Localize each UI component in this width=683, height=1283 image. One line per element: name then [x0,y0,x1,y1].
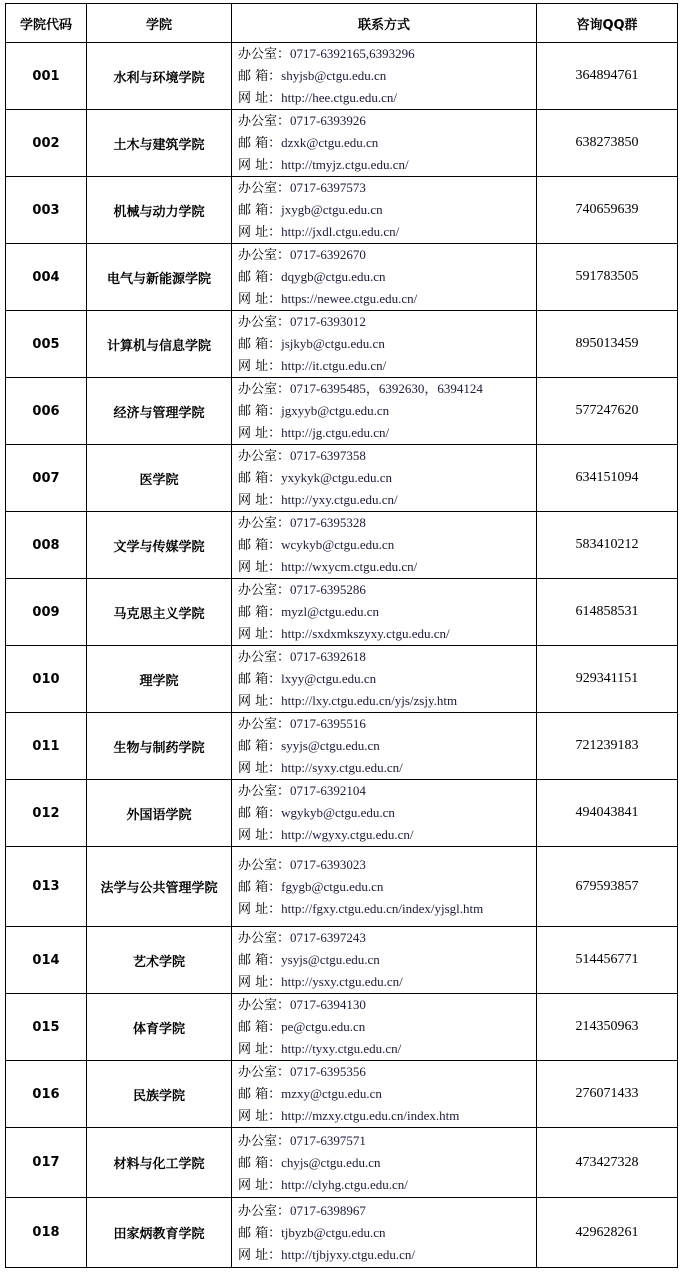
office-value: 0717-6397358 [290,448,366,463]
college-code: 001 [6,43,87,110]
web-value[interactable]: http://clyhg.ctgu.edu.cn/ [281,1176,408,1192]
college-code: 008 [6,512,87,579]
contact-info [232,244,537,311]
office-value: 0717-6395356 [290,1064,366,1079]
website-line [238,1174,536,1196]
table-row [6,1198,678,1268]
web-label: 网 址： [238,627,282,642]
contact-info [232,311,537,378]
office-line [238,646,536,668]
website-line [238,898,536,920]
email-label: 邮 箱： [238,538,282,553]
contact-info [232,994,537,1061]
web-value[interactable]: http://hee.ctgu.edu.cn/ [281,90,398,105]
email-line [238,735,536,757]
office-value: 0717-6393023 [290,856,366,872]
college-name: 生物与制药学院 [87,713,232,780]
email-label: 邮 箱： [238,203,282,218]
website-line [238,489,536,511]
web-value[interactable]: http://yxy.ctgu.edu.cn/ [281,492,398,507]
qq-group-number: 929341151 [537,646,678,713]
office-label: 办公室： [238,1065,291,1080]
website-line [238,556,536,578]
website-line [238,690,536,712]
table-row [6,110,678,177]
email-value[interactable]: myzl@ctgu.edu.cn [281,604,380,619]
email-line [238,1083,536,1105]
web-value[interactable]: https://newee.ctgu.edu.cn/ [281,291,418,306]
office-value: 0717-6393926 [290,113,366,128]
office-value: 0717-6395485，6392630，6394124 [290,381,483,396]
web-value[interactable]: http://mzxy.ctgu.edu.cn/index.htm [281,1108,460,1123]
header-code: 学院代码 [6,4,87,43]
college-code: 002 [6,110,87,177]
website-line [238,1244,536,1266]
web-label: 网 址： [238,158,282,173]
college-code: 015 [6,994,87,1061]
web-value[interactable]: http://syxy.ctgu.edu.cn/ [281,760,403,775]
email-label: 邮 箱： [238,739,282,754]
contact-info [232,512,537,579]
office-label: 办公室： [238,47,291,62]
college-name: 土木与建筑学院 [87,110,232,177]
office-label: 办公室： [238,315,291,330]
table-row [6,1061,678,1128]
email-line [238,333,536,355]
office-label: 办公室： [238,998,291,1013]
qq-group-number: 364894761 [537,43,678,110]
web-value[interactable]: http://fgxy.ctgu.edu.cn/index/yjsgl.htm [281,900,484,916]
college-code: 014 [6,927,87,994]
website-line [238,288,536,310]
table-body [6,43,678,1268]
email-line [238,65,536,87]
office-label: 办公室： [238,114,291,129]
email-label: 邮 箱： [238,1020,282,1035]
college-name: 材料与化工学院 [87,1128,232,1198]
email-value[interactable]: jxygb@ctgu.edu.cn [281,202,383,217]
office-line [238,927,536,949]
web-value[interactable]: http://wgyxy.ctgu.edu.cn/ [281,827,414,842]
office-line [238,1130,536,1152]
qq-group-number: 514456771 [537,927,678,994]
table-row [6,994,678,1061]
college-code: 004 [6,244,87,311]
contact-info [232,43,537,110]
table-row [6,43,678,110]
office-line [238,854,536,876]
email-value[interactable]: jgxyyb@ctgu.edu.cn [281,403,390,418]
contact-info [232,378,537,445]
contact-info [232,177,537,244]
college-code: 007 [6,445,87,512]
web-label: 网 址： [238,91,282,106]
email-label: 邮 箱： [238,953,282,968]
web-label: 网 址： [238,560,282,575]
college-code: 013 [6,847,87,927]
web-label: 网 址： [238,225,282,240]
college-code: 006 [6,378,87,445]
college-code: 005 [6,311,87,378]
office-value: 0717-6392165,6393296 [290,46,415,61]
email-label: 邮 箱： [238,879,282,895]
office-line [238,445,536,467]
email-label: 邮 箱： [238,806,282,821]
office-value: 0717-6395286 [290,582,366,597]
office-value: 0717-6393012 [290,314,366,329]
web-value[interactable]: http://lxy.ctgu.edu.cn/yjs/zsjy.htm [281,693,458,708]
header-qq: 咨询QQ群 [537,4,678,43]
office-line [238,579,536,601]
web-label: 网 址： [238,828,282,843]
college-name: 理学院 [87,646,232,713]
table-row [6,927,678,994]
office-label: 办公室： [238,1203,291,1219]
web-value[interactable]: http://ysxy.ctgu.edu.cn/ [281,974,403,989]
college-name: 体育学院 [87,994,232,1061]
web-value[interactable]: http://tjbjyxy.ctgu.edu.cn/ [281,1246,415,1262]
email-line [238,876,536,898]
email-value[interactable]: ysyjs@ctgu.edu.cn [281,952,380,967]
college-code: 010 [6,646,87,713]
college-name: 机械与动力学院 [87,177,232,244]
office-line [238,512,536,534]
office-label: 办公室： [238,449,291,464]
office-value: 0717-6397243 [290,930,366,945]
email-line [238,1016,536,1038]
web-label: 网 址： [238,761,282,776]
college-name: 文学与传媒学院 [87,512,232,579]
office-label: 办公室： [238,181,291,196]
table-row [6,378,678,445]
email-label: 邮 箱： [238,672,282,687]
table-row [6,1128,678,1198]
web-value[interactable]: http://tyxy.ctgu.edu.cn/ [281,1041,402,1056]
college-name: 田家炳教育学院 [87,1198,232,1268]
qq-group-number: 583410212 [537,512,678,579]
office-value: 0717-6398967 [290,1202,366,1218]
website-line [238,422,536,444]
email-line [238,1152,536,1174]
email-value[interactable]: tjbyzb@ctgu.edu.cn [281,1224,386,1240]
email-value[interactable]: wgykyb@ctgu.edu.cn [281,805,395,820]
website-line [238,355,536,377]
contact-info [232,1061,537,1128]
web-label: 网 址： [238,1042,282,1057]
email-value[interactable]: syyjs@ctgu.edu.cn [281,738,380,753]
contact-info [232,713,537,780]
college-code: 017 [6,1128,87,1198]
office-line [238,177,536,199]
college-name: 民族学院 [87,1061,232,1128]
email-value[interactable]: dqygb@ctgu.edu.cn [281,269,386,284]
email-value[interactable]: shyjsb@ctgu.edu.cn [281,68,387,83]
table-row [6,780,678,847]
web-value[interactable]: http://jxdl.ctgu.edu.cn/ [281,224,400,239]
email-label: 邮 箱： [238,69,282,84]
email-line [238,668,536,690]
email-label: 邮 箱： [238,337,282,352]
email-line [238,132,536,154]
email-line [238,949,536,971]
website-line [238,623,536,645]
table-row [6,244,678,311]
table-row [6,713,678,780]
web-label: 网 址： [238,975,282,990]
qq-group-number: 494043841 [537,780,678,847]
college-name: 计算机与信息学院 [87,311,232,378]
qq-group-number: 895013459 [537,311,678,378]
office-value: 0717-6397571 [290,1132,366,1148]
office-line [238,713,536,735]
office-label: 办公室： [238,717,291,732]
qq-group-number: 679593857 [537,847,678,927]
email-label: 邮 箱： [238,605,282,620]
college-code: 009 [6,579,87,646]
web-label: 网 址： [238,1247,282,1263]
college-code: 018 [6,1198,87,1268]
table-row [6,177,678,244]
office-line [238,43,536,65]
college-name: 医学院 [87,445,232,512]
web-value[interactable]: http://sxdxmkszyxy.ctgu.edu.cn/ [281,626,450,641]
office-label: 办公室： [238,650,291,665]
college-name: 马克思主义学院 [87,579,232,646]
college-name: 法学与公共管理学院 [87,847,232,927]
qq-group-number: 276071433 [537,1061,678,1128]
website-line [238,221,536,243]
website-line [238,154,536,176]
contact-info [232,780,537,847]
web-value[interactable]: http://tmyjz.ctgu.edu.cn/ [281,157,409,172]
website-line [238,1105,536,1127]
college-code: 016 [6,1061,87,1128]
email-line [238,400,536,422]
email-value[interactable]: jsjkyb@ctgu.edu.cn [281,336,385,351]
email-label: 邮 箱： [238,471,282,486]
qq-group-number: 614858531 [537,579,678,646]
qq-group-number: 740659639 [537,177,678,244]
website-line [238,87,536,109]
qq-group-number: 721239183 [537,713,678,780]
qq-group-number: 214350963 [537,994,678,1061]
qq-group-number: 577247620 [537,378,678,445]
web-label: 网 址： [238,292,282,307]
web-value[interactable]: http://jg.ctgu.edu.cn/ [281,425,390,440]
college-code: 011 [6,713,87,780]
web-label: 网 址： [238,426,282,441]
email-value[interactable]: fgygb@ctgu.edu.cn [281,878,384,894]
website-line [238,757,536,779]
email-line [238,199,536,221]
office-line [238,994,536,1016]
website-line [238,971,536,993]
email-line [238,802,536,824]
web-value[interactable]: http://wxycm.ctgu.edu.cn/ [281,559,418,574]
email-line [238,467,536,489]
qq-group-number: 429628261 [537,1198,678,1268]
table-row [6,847,678,927]
web-label: 网 址： [238,901,282,917]
college-name: 艺术学院 [87,927,232,994]
office-value: 0717-6397573 [290,180,366,195]
office-line [238,110,536,132]
office-line [238,244,536,266]
office-value: 0717-6392618 [290,649,366,664]
office-value: 0717-6392670 [290,247,366,262]
table-row [6,579,678,646]
office-value: 0717-6395516 [290,716,366,731]
email-value[interactable]: pe@ctgu.edu.cn [281,1019,366,1034]
qq-group-number: 638273850 [537,110,678,177]
email-label: 邮 箱： [238,1087,282,1102]
web-label: 网 址： [238,359,282,374]
email-label: 邮 箱： [238,1225,282,1241]
email-value[interactable]: lxyy@ctgu.edu.cn [281,671,377,686]
contact-info [232,646,537,713]
office-value: 0717-6392104 [290,783,366,798]
website-line [238,1038,536,1060]
header-contact: 联系方式 [232,4,537,43]
table-row [6,445,678,512]
table-row [6,646,678,713]
office-value: 0717-6394130 [290,997,366,1012]
office-line [238,311,536,333]
office-label: 办公室： [238,1133,291,1149]
email-label: 邮 箱： [238,1155,282,1171]
qq-group-number: 473427328 [537,1128,678,1198]
email-label: 邮 箱： [238,136,282,151]
email-value[interactable]: chyjs@ctgu.edu.cn [281,1154,381,1170]
email-line [238,1222,536,1244]
contact-info [232,579,537,646]
office-label: 办公室： [238,583,291,598]
email-line [238,601,536,623]
office-line [238,1200,536,1222]
web-label: 网 址： [238,694,282,709]
contact-info [232,1198,537,1268]
college-code: 012 [6,780,87,847]
email-label: 邮 箱： [238,404,282,419]
college-code: 003 [6,177,87,244]
office-line [238,1061,536,1083]
college-name: 水利与环境学院 [87,43,232,110]
contact-info [232,110,537,177]
office-label: 办公室： [238,516,291,531]
table-row [6,311,678,378]
college-name: 外国语学院 [87,780,232,847]
web-label: 网 址： [238,1109,282,1124]
email-label: 邮 箱： [238,270,282,285]
college-name: 经济与管理学院 [87,378,232,445]
email-line [238,266,536,288]
email-value[interactable]: dzxk@ctgu.edu.cn [281,135,379,150]
contact-info [232,1128,537,1198]
web-value[interactable]: http://it.ctgu.edu.cn/ [281,358,387,373]
email-value[interactable]: mzxy@ctgu.edu.cn [281,1086,382,1101]
web-label: 网 址： [238,1177,282,1193]
email-line [238,534,536,556]
qq-group-number: 591783505 [537,244,678,311]
office-label: 办公室： [238,931,291,946]
header-college: 学院 [87,4,232,43]
office-label: 办公室： [238,248,291,263]
office-line [238,378,536,400]
email-value[interactable]: yxykyk@ctgu.edu.cn [281,470,393,485]
contact-info [232,847,537,927]
contact-info [232,445,537,512]
college-contact-table [5,3,678,1268]
table-row [6,512,678,579]
office-value: 0717-6395328 [290,515,366,530]
office-label: 办公室： [238,857,291,873]
qq-group-number: 634151094 [537,445,678,512]
contact-info [232,927,537,994]
header-row [6,4,678,43]
office-label: 办公室： [238,784,291,799]
email-value[interactable]: wcykyb@ctgu.edu.cn [281,537,395,552]
office-line [238,780,536,802]
website-line [238,824,536,846]
web-label: 网 址： [238,493,282,508]
college-name: 电气与新能源学院 [87,244,232,311]
office-label: 办公室： [238,382,291,397]
